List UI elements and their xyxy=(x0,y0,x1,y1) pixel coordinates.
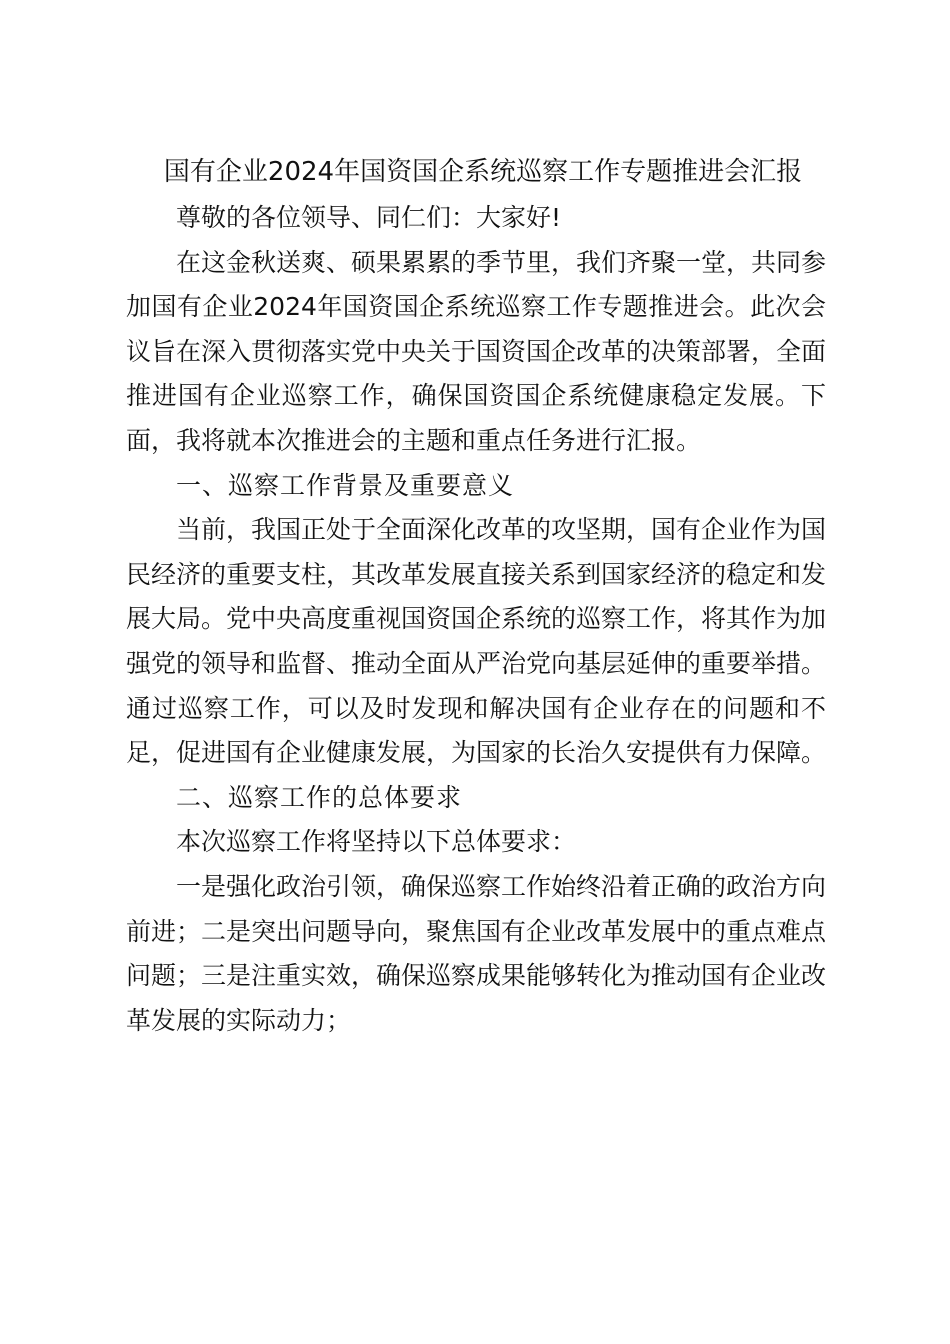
section-2-intro-paragraph: 本次巡察工作将坚持以下总体要求： xyxy=(176,827,577,857)
intro-paragraph: 在这金秋送爽、硕果累累的季节里，我们齐聚一堂，共同参加国有企业2024年国资国企系统巡察工作专题推进会。此次会议旨在深入贯彻落实党中央关于国资国企改革的决策部署，全面推进国有企业巡察工作，确保国资国企系统健康稳定发展。下面，我将就本次推进会的主题和重点任务进行汇报。 xyxy=(126,247,827,455)
section-heading-1: 一、巡察工作背景及重要意义 xyxy=(176,470,515,500)
section-heading-2: 二、巡察工作的总体要求 xyxy=(176,782,463,812)
section-2-body-paragraph: 一是强化政治引领，确保巡察工作始终沿着正确的政治方向前进；二是突出问题导向，聚焦国有企业改革发展中的重点难点问题；三是注重实效，确保巡察成果能够转化为推动国有企业改革发展的实际动力； xyxy=(126,871,827,1035)
section-1-paragraph: 当前，我国正处于全面深化改革的攻坚期，国有企业作为国民经济的重要支柱，其改革发展直接关系到国家经济的稳定和发展大局。党中央高度重视国资国企系统的巡察工作，将其作为加强党的领导和监督、推动全面从严治党向基层延伸的重要举措。通过巡察工作，可以及时发现和解决国有企业存在的问题和不足，促进国有企业健康发展，为国家的长治久安提供有力保障。 xyxy=(126,515,827,768)
document-title: 国有企业2024年国资国企系统巡察工作专题推进会汇报 xyxy=(163,157,803,187)
document-body xyxy=(126,148,826,1043)
greeting-paragraph: 尊敬的各位领导、同仁们：大家好! xyxy=(176,203,562,232)
